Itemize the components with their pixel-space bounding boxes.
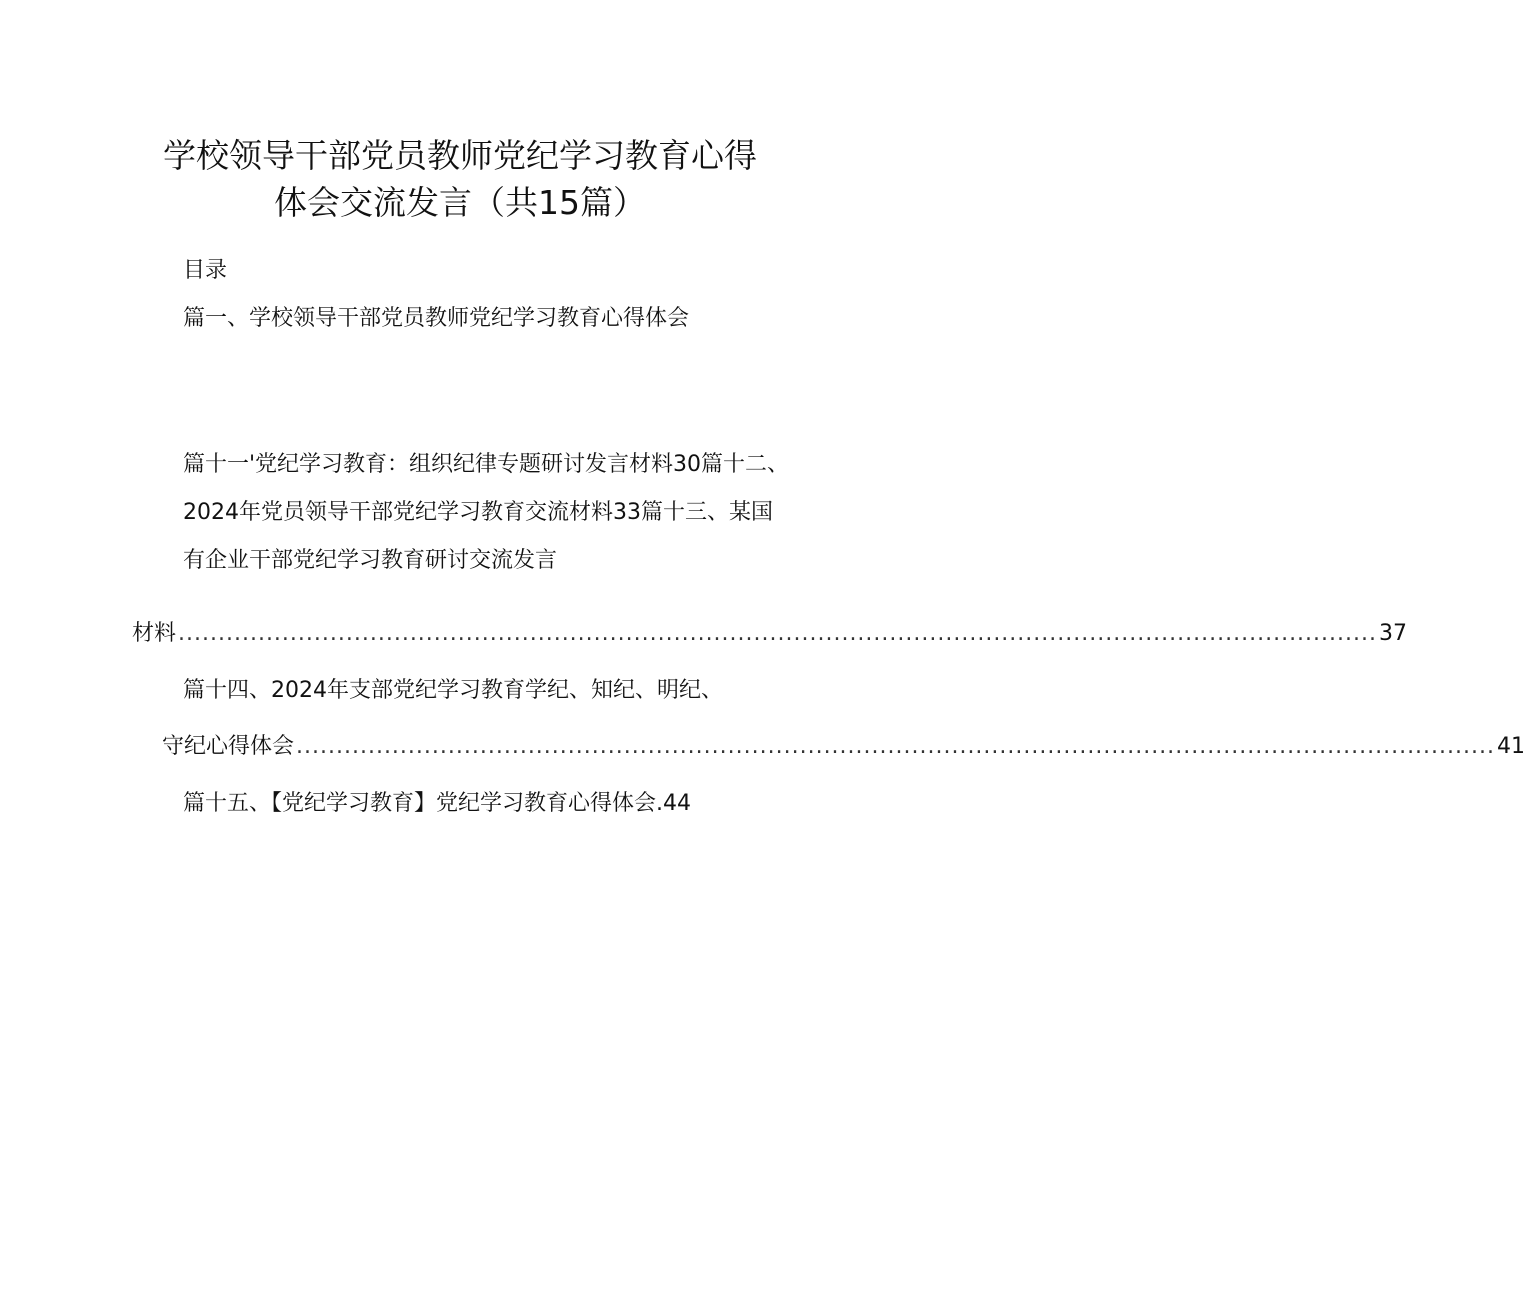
toc-item-14-tail-text: 守纪心得体会 — [162, 734, 295, 759]
toc-item-13-line: 有企业干部党纪学习教育研讨交流发言 — [183, 548, 558, 573]
toc-item-14-page: 41 — [1497, 734, 1525, 759]
dot-leader: ...................................................................................................................................................... — [178, 621, 1377, 646]
toc-item-11-line: 篇十一'党纪学习教育：组织纪律专题研讨发言材料30篇十二、 — [183, 452, 790, 477]
toc-item-15: 篇十五、【党纪学习教育】党纪学习教育心得体会.44 — [183, 791, 691, 816]
toc-item-14-line-1: 篇十四、2024年支部党纪学习教育学纪、知纪、明纪、 — [183, 678, 723, 703]
toc-item-13-continuation — [132, 619, 1407, 649]
toc-item-14-continuation — [162, 732, 1525, 762]
toc-item-1: 篇一、学校领导干部党员教师党纪学习教育心得体会 — [183, 306, 690, 331]
toc-item-12-line: 2024年党员领导干部党纪学习教育交流材料33篇十三、某国 — [183, 500, 773, 525]
toc-heading: 目录 — [183, 258, 228, 283]
document-title-line-2: 体会交流发言（共15篇） — [274, 183, 646, 222]
toc-item-13-tail-text: 材料 — [132, 621, 177, 646]
toc-item-13-page: 37 — [1379, 621, 1407, 646]
document-title-line-1: 学校领导干部党员教师党纪学习教育心得 — [163, 136, 757, 175]
dot-leader: ...................................................................................................................................................... — [296, 734, 1495, 759]
